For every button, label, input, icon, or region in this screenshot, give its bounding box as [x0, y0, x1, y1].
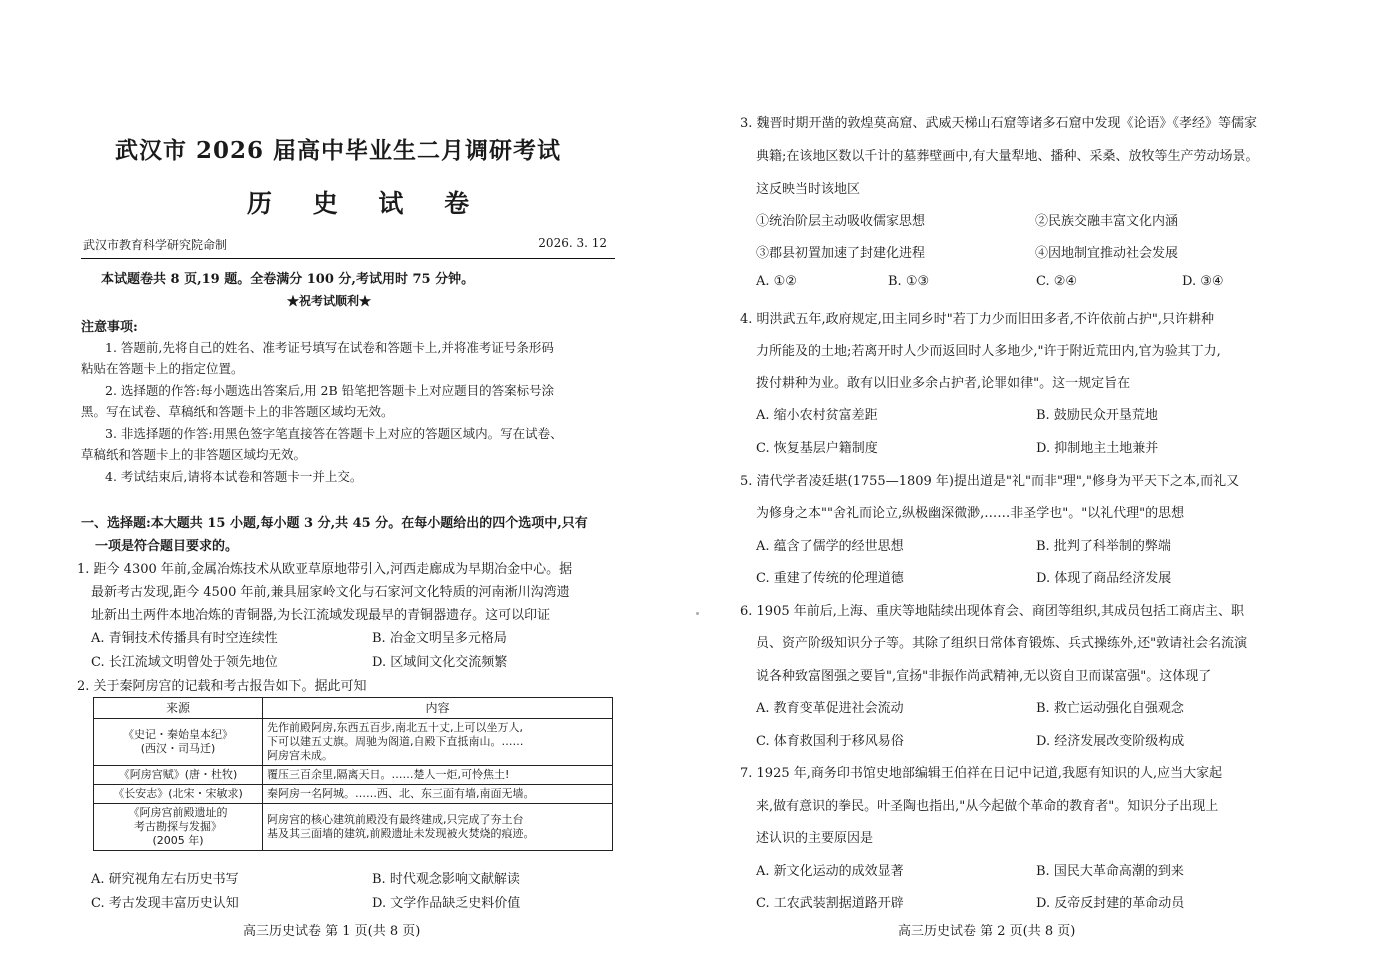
q5-option-a[interactable]: A. 蕴含了儒学的经世思想: [756, 539, 904, 554]
notice-line: 黑。写在试卷、草稿纸和答题卡上的非答题区域均无效。: [81, 404, 394, 419]
page-2: [740, 0, 1280, 974]
q6-stem: 6. 1905 年前后,上海、重庆等地陆续出现体育会、商团等组织,其成员包括工商店主、职: [740, 604, 1245, 619]
q4-option-b[interactable]: B. 鼓励民众开垦荒地: [1036, 408, 1158, 423]
content-text: 阿房宫未成。: [267, 749, 333, 762]
section-heading: 一、选择题:本大题共 15 小题,每小题 3 分,共 45 分。在每小题给出的四个选项中,只有: [81, 516, 588, 531]
q4-option-c[interactable]: C. 恢复基层户籍制度: [756, 441, 878, 456]
q3-item-1: ①统治阶层主动吸收儒家思想: [756, 214, 926, 229]
notice-line: 草稿纸和答题卡上的非答题区域均无效。: [81, 447, 307, 462]
table-row: [94, 766, 613, 785]
q1-option-a[interactable]: A. 青铜技术传播具有时空连续性: [91, 631, 278, 646]
notice-line: 1. 答题前,先将自己的姓名、准考证号填写在试卷和答题卡上,并将准考证号条形码: [105, 340, 554, 355]
q6-option-c[interactable]: C. 体育救国利于移风易俗: [756, 734, 904, 749]
table-row: [94, 785, 613, 804]
q7-stem: 7. 1925 年,商务印书馆史地部编辑王伯祥在日记中记道,我愿有知识的人,应当大家起: [740, 766, 1223, 781]
content-text: 先作前殿阿房,东西五百步,南北五十丈,上可以坐万人,: [267, 721, 523, 734]
q6-option-a[interactable]: A. 教育变革促进社会流动: [756, 701, 904, 716]
q3-option-d[interactable]: D. ③④: [1182, 274, 1224, 289]
q1-stem: 址新出土两件本地冶炼的青铜器,为长江流域发现最早的青铜器遗存。这可以印证: [91, 608, 551, 623]
q7-option-a[interactable]: A. 新文化运动的成效显著: [756, 864, 904, 879]
q2-option-c[interactable]: C. 考古发现丰富历史认知: [91, 896, 239, 911]
source-cell: [94, 785, 263, 804]
content-text: 秦阿房一名阿城。……西、北、东三面有墙,南面无墙。: [267, 787, 535, 800]
notice-line: 4. 考试结束后,请将本试卷和答题卡一并上交。: [105, 469, 363, 484]
source-text: 《史记・秦始皇本纪》: [123, 728, 233, 741]
content-cell: [263, 785, 613, 804]
q3-stem: 典籍;在该地区数以千计的墓葬壁画中,有大量犁地、播种、采桑、放牧等生产劳动场景。: [756, 149, 1259, 164]
q7-stem: 来,做有意识的拳民。叶圣陶也指出,"从今起做个革命的教育者"。知识分子出现上: [756, 799, 1219, 814]
q1-option-d[interactable]: D. 区域间文化交流频繁: [372, 655, 508, 670]
scan-speck: [696, 612, 699, 615]
content-text: 覆压三百余里,隔离天日。……楚人一炬,可怜焦土!: [267, 768, 510, 781]
source-text: (西汉・司马迁): [140, 742, 216, 755]
table-header: 来源: [94, 698, 263, 719]
q6-stem: 说各种致富图强之要旨",宣扬"非振作尚武精神,无以资自卫而谋富强"。这体现了: [756, 669, 1212, 684]
q4-stem: 拨付耕种为业。敢有以旧业多余占护者,论罪如律"。这一规定旨在: [756, 376, 1131, 391]
content-text: 下可以建五丈旗。周驰为阁道,自殿下直抵南山。……: [267, 735, 524, 748]
q7-option-d[interactable]: D. 反帝反封建的革命动员: [1036, 896, 1185, 911]
page-footer: 高三历史试卷 第 1 页(共 8 页): [243, 924, 421, 939]
q6-option-d[interactable]: D. 经济发展改变阶级构成: [1036, 734, 1185, 749]
q2-stem: 2. 关于秦阿房宫的记载和考古报告如下。据此可知: [77, 679, 367, 694]
q7-option-c[interactable]: C. 工农武装割据道路开辟: [756, 896, 904, 911]
exam-date: 2026. 3. 12: [538, 236, 607, 250]
q2-option-b[interactable]: B. 时代观念影响文献解读: [372, 872, 520, 887]
source-text: 《阿房宫赋》(唐・杜牧): [118, 768, 238, 781]
q5-stem: 5. 清代学者凌廷堪(1755—1809 年)提出道是"礼"而非"理","修身为平天下之本,而礼又: [740, 474, 1240, 489]
q1-stem: 1. 距今 4300 年前,金属冶炼技术从欧亚草原地带引入,河西走廊成为早期冶金中心。据: [77, 562, 573, 577]
q6-option-b[interactable]: B. 救亡运动强化自强观念: [1036, 701, 1184, 716]
q5-option-c[interactable]: C. 重建了传统的伦理道德: [756, 571, 904, 586]
q4-option-a[interactable]: A. 缩小农村贫富差距: [756, 408, 878, 423]
content-text: 基及其三面墙的建筑,前殿遗址未发现被火焚烧的痕迹。: [267, 827, 535, 840]
notice-line: 粘贴在答题卡上的指定位置。: [81, 361, 244, 376]
exam-title: 武汉市 2026 届高中毕业生二月调研考试: [115, 137, 562, 164]
notice-line: 3. 非选择题的作答:用黑色签字笔直接答在答题卡上对应的答题区域内。写在试卷、: [105, 426, 563, 441]
table-header: 内容: [263, 698, 613, 719]
issuer: 武汉市教育科学研究院命制: [83, 238, 228, 252]
q3-option-a[interactable]: A. ①②: [756, 274, 797, 289]
source-text: 《长安志》(北宋・宋敏求): [113, 787, 243, 800]
q3-stem: 3. 魏晋时期开凿的敦煌莫高窟、武威天梯山石窟等诸多石窟中发现《论语》《孝经》等儒家: [740, 116, 1258, 131]
content-cell: [263, 804, 613, 851]
table-row: [94, 719, 613, 766]
q1-option-c[interactable]: C. 长江流域文明曾处于领先地位: [91, 655, 278, 670]
q4-stem: 力所能及的土地;若离开时人少而返回时人多地少,"许于附近荒田内,官为验其丁力,: [756, 344, 1221, 359]
q7-stem: 述认识的主要原因是: [756, 831, 874, 846]
page-1: [75, 0, 615, 974]
source-cell: [94, 719, 263, 766]
table-row: [94, 804, 613, 851]
q5-option-d[interactable]: D. 体现了商品经济发展: [1036, 571, 1172, 586]
q7-option-b[interactable]: B. 国民大革命高潮的到来: [1036, 864, 1184, 879]
page-footer: 高三历史试卷 第 2 页(共 8 页): [898, 924, 1076, 939]
q3-option-c[interactable]: C. ②④: [1036, 274, 1078, 289]
exam-subject: 历 史 试 卷: [247, 189, 486, 218]
q3-item-2: ②民族交融丰富文化内涵: [1035, 214, 1179, 229]
intro-summary: 本试题卷共 8 页,19 题。全卷满分 100 分,考试用时 75 分钟。: [101, 272, 475, 287]
q6-stem: 员、资产阶级知识分子等。其除了组织日常体育锻炼、兵式操练外,还"敦请社会名流演: [756, 636, 1248, 651]
header-rule: [81, 258, 615, 259]
q3-item-3: ③郡县初置加速了封建化进程: [756, 246, 926, 261]
table-header-row: [94, 698, 613, 719]
q5-stem: 为修身之本""舍礼而论立,纵极幽深微渺,……非圣学也"。"以礼代理"的思想: [756, 506, 1185, 521]
source-text: 考古勘探与发掘》: [134, 820, 222, 833]
q4-stem: 4. 明洪武五年,政府规定,田主同乡时"若丁力少而旧田多者,不许依前占护",只许耕种: [740, 312, 1215, 327]
source-cell: [94, 804, 263, 851]
q2-option-d[interactable]: D. 文学作品缺乏史料价值: [372, 896, 521, 911]
source-cell: [94, 766, 263, 785]
q1-option-b[interactable]: B. 冶金文明呈多元格局: [372, 631, 507, 646]
q2-option-a[interactable]: A. 研究视角左右历史书写: [91, 872, 239, 887]
notice-line: 2. 选择题的作答:每小题选出答案后,用 2B 铅笔把答题卡上对应题目的答案标号涂: [105, 383, 555, 398]
content-text: 阿房宫的核心建筑前殿没有最终建成,只完成了夯土台: [267, 813, 524, 826]
source-text: (2005 年): [152, 834, 204, 847]
good-luck: ★祝考试顺利★: [287, 294, 372, 308]
q4-option-d[interactable]: D. 抑制地主土地兼并: [1036, 441, 1159, 456]
content-cell: [263, 719, 613, 766]
content-cell: [263, 766, 613, 785]
q3-item-4: ④因地制宜推动社会发展: [1035, 246, 1179, 261]
notice-title: 注意事项:: [81, 320, 138, 335]
q1-stem: 最新考古发现,距今 4500 年前,兼具屈家岭文化与石家河文化特质的河南淅川沟湾遗: [91, 585, 570, 600]
q2-source-table: [93, 697, 613, 851]
q5-option-b[interactable]: B. 批判了科举制的弊端: [1036, 539, 1171, 554]
q3-stem: 这反映当时该地区: [756, 182, 861, 197]
section-heading-cont: 一项是符合题目要求的。: [95, 539, 239, 554]
source-text: 《阿房宫前殿遗址的: [128, 806, 228, 819]
q3-option-b[interactable]: B. ①③: [888, 274, 930, 289]
